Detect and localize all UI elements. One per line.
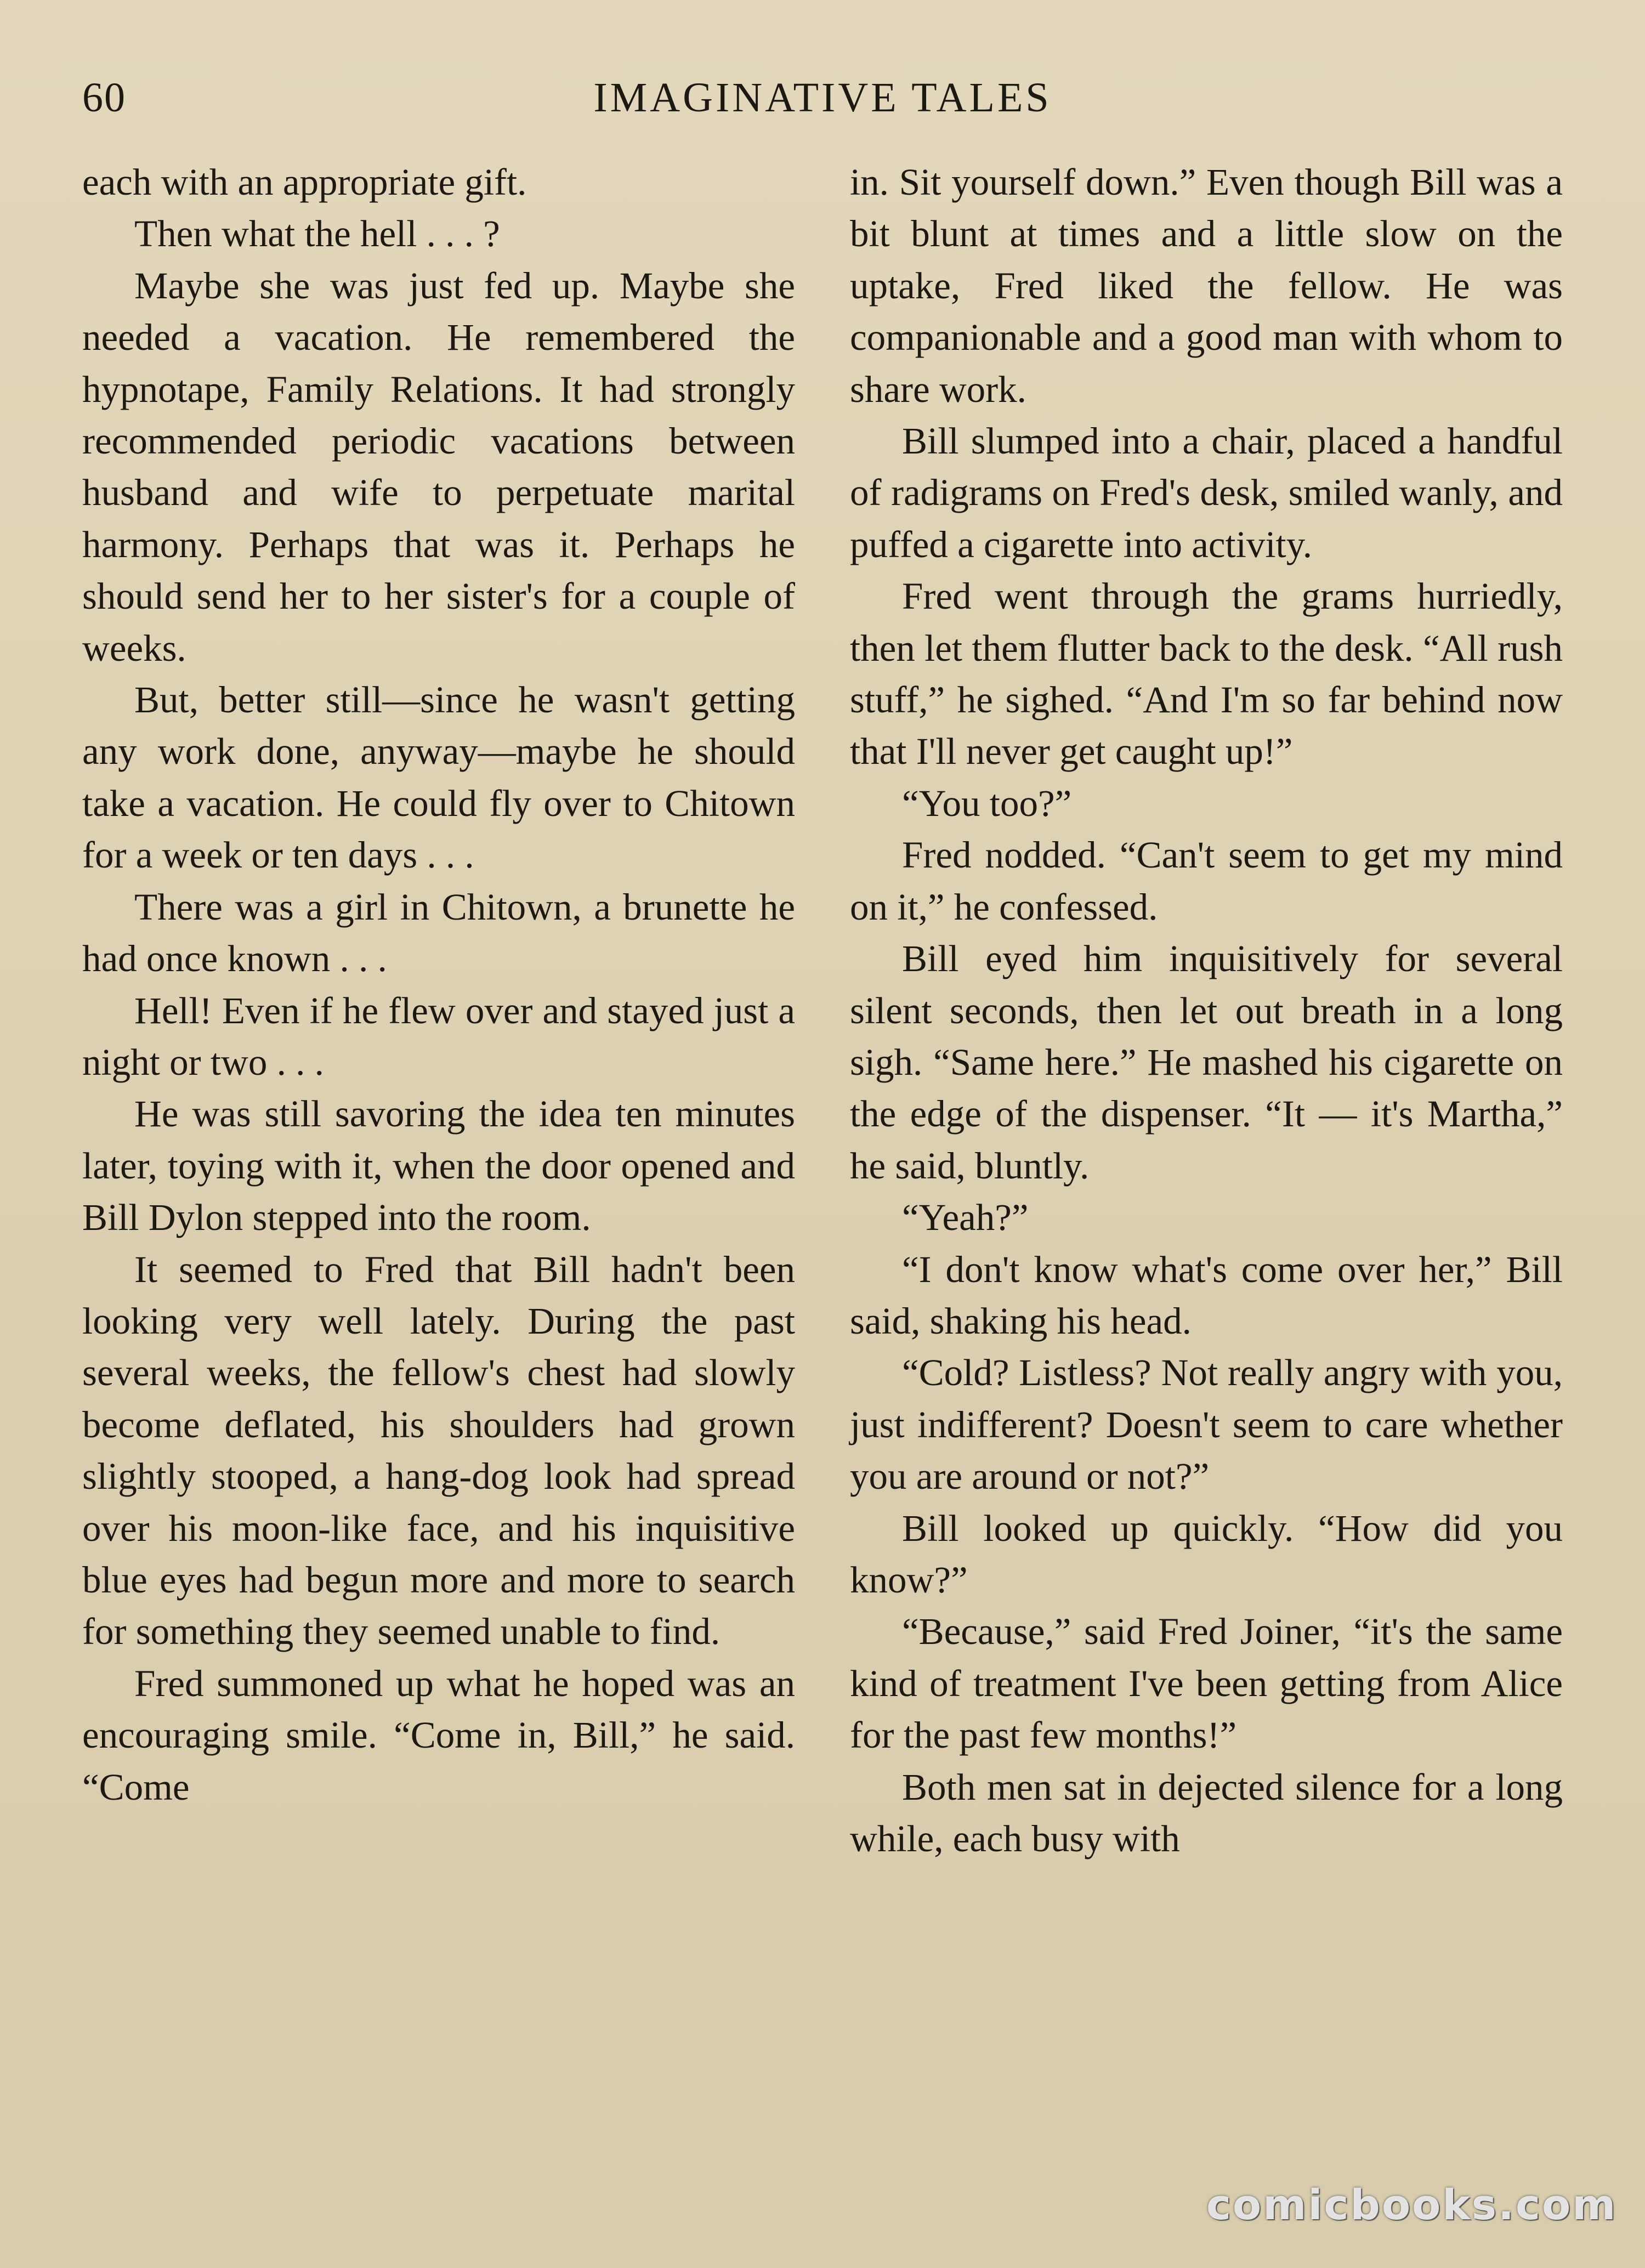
paragraph: There was a girl in Chitown, a brunette he had once known . . . — [82, 886, 795, 980]
paragraph: Bill eyed him inquisitively for several silent seconds, then let out breath in a long sigh. “Same here.” He mashed his cigarette on the edge of the dispenser. “It — it's Martha,” he said, bluntly. — [850, 938, 1563, 1187]
paragraph: “I don't know what's come over her,” Bill said, shaking his head. — [850, 1248, 1563, 1342]
paragraph: “You too?” — [902, 782, 1072, 824]
right-column — [850, 156, 1563, 1864]
paragraph: Fred summoned up what he hoped was an encouraging smile. “Come in, Bill,” he said. “Come — [82, 1662, 795, 1808]
paragraph: Bill looked up quickly. “How did you know?” — [850, 1507, 1563, 1601]
paragraph: Fred went through the grams hurriedly, then let them flutter back to the desk. “All rush stuff,” he sighed. “And I'm so far behind now that I'll never get caught up!” — [850, 575, 1563, 773]
paragraph: Hell! Even if he flew over and stayed just a night or two . . . — [82, 989, 795, 1083]
paragraph: Both men sat in dejected silence for a long while, each busy with — [850, 1766, 1563, 1859]
paragraph: It seemed to Fred that Bill hadn't been looking very well lately. During the past several weeks, the fellow's chest had slowly become deflated, his shoulders had grown slightly stooped, a hang-dog look had spread over his moon-like face, and his inquisitive blue eyes had begun more and more to search for something they seemed unable to find. — [82, 1248, 795, 1653]
paragraph: He was still savoring the idea ten minutes later, toying with it, when the door opened and Bill Dylon stepped into the room. — [82, 1093, 795, 1239]
left-column — [82, 156, 795, 1813]
paragraph: Bill slumped into a chair, placed a handful of radigrams on Fred's desk, smiled wanly, and puffed a cigarette into activity. — [850, 420, 1563, 565]
page-header — [82, 74, 1563, 134]
paragraph: “Cold? Listless? Not really angry with you, just indifferent? Doesn't seem to care whether you are around or not?” — [850, 1352, 1563, 1498]
paragraph: “Yeah?” — [902, 1197, 1029, 1239]
paragraph: Fred nodded. “Can't seem to get my mind on it,” he confessed. — [850, 834, 1563, 928]
paragraph: Then what the hell . . . ? — [134, 213, 500, 255]
page-number: 60 — [82, 75, 126, 121]
paragraph: “Because,” said Fred Joiner, “it's the same kind of treatment I've been getting from Alice for the past few months!” — [850, 1611, 1563, 1756]
paragraph: But, better still—since he wasn't getting any work done, anyway—maybe he should take a vacation. He could fly over to Chitown for a week or ten days . . . — [82, 679, 795, 876]
watermark: comicbooks.com — [1206, 2180, 1618, 2229]
paragraph: Maybe she was just fed up. Maybe she needed a vacation. He remembered the hypnotape, Family Relations. It had strongly recommended periodic vacations between husband and wife to perpetuate marital harmony. Perhaps that was it. Perhaps he should send her to her sister's for a couple of weeks. — [82, 264, 795, 669]
running-title: IMAGINATIVE TALES — [593, 75, 1052, 121]
paragraph: in. Sit yourself down.” Even though Bill was a bit blunt at times and a little slow on the uptake, Fred liked the fellow. He was companionable and a good man with whom to share work. — [850, 161, 1563, 410]
paragraph: each with an appropriate gift. — [82, 161, 527, 203]
